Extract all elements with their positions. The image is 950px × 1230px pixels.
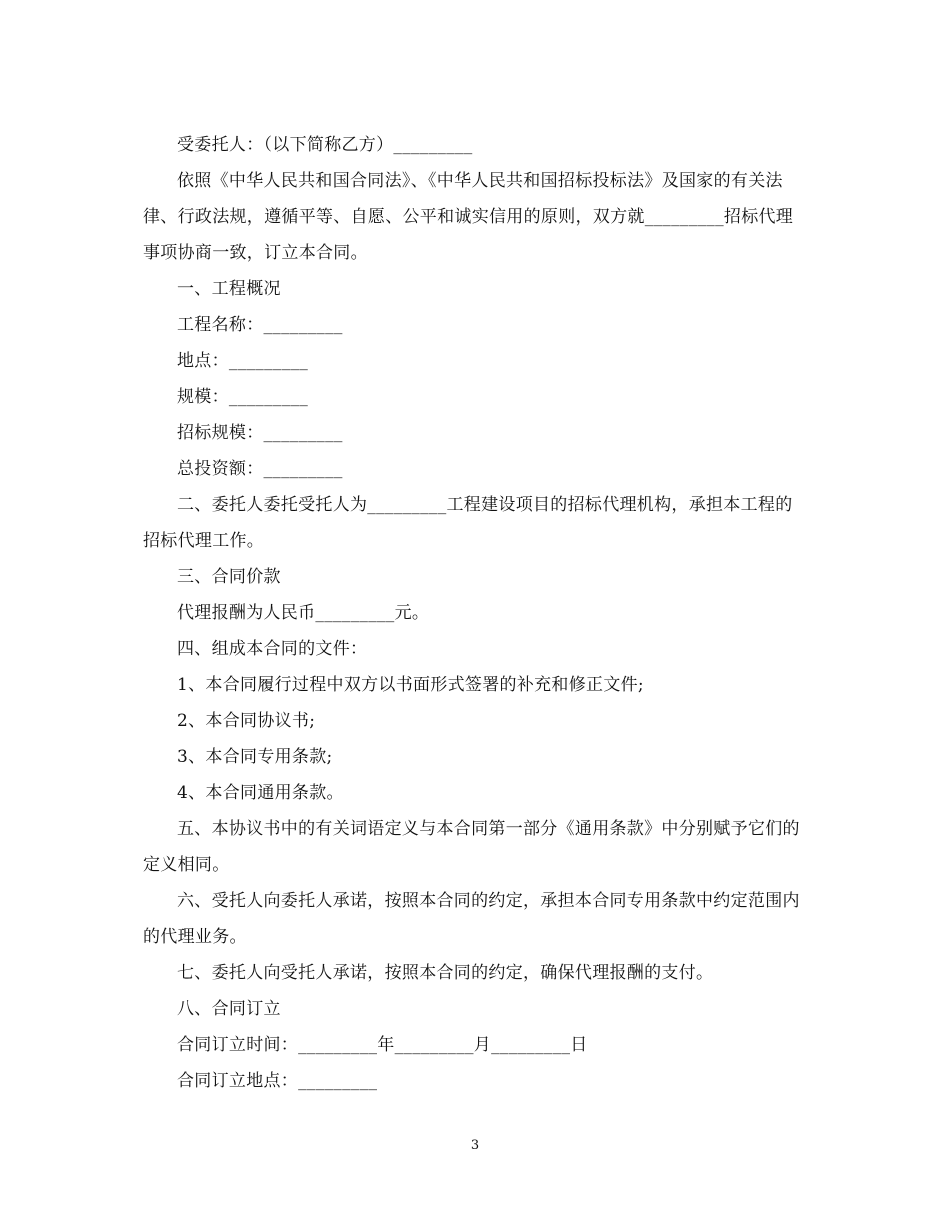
contract-body <box>143 127 808 1099</box>
field-project-name: 工程名称：_________ <box>177 315 343 335</box>
field-agency-fee: 代理报酬为人民币_________元。 <box>177 603 430 623</box>
clause-six-trustee-promise: 六、受托人向委托人承诺，按照本合同的约定，承担本合同专用条款中约定范围内的代理业务。 <box>143 891 800 947</box>
heading-contract-documents: 四、组成本合同的文件： <box>177 639 368 659</box>
heading-contract-price: 三、合同价款 <box>177 567 281 587</box>
heading-contract-conclusion: 八、合同订立 <box>177 999 281 1019</box>
field-signing-date: 合同订立时间：_________年_________月_________日 <box>177 1035 588 1055</box>
clause-two-entrustment: 二、委托人委托受托人为_________工程建设项目的招标代理机构，承担本工程的招标代理工作。 <box>143 495 793 551</box>
document-item-2: 2、本合同协议书; <box>177 711 316 731</box>
heading-project-overview: 一、工程概况 <box>177 279 281 299</box>
field-signing-place: 合同订立地点：_________ <box>177 1071 378 1091</box>
page-number: 3 <box>470 1138 480 1153</box>
clause-five-definitions: 五、本协议书中的有关词语定义与本合同第一部分《通用条款》中分别赋予它们的定义相同。 <box>143 819 800 875</box>
field-total-investment: 总投资额：_________ <box>177 459 343 479</box>
document-item-1: 1、本合同履行过程中双方以书面形式签署的补充和修正文件; <box>177 675 644 695</box>
field-scale: 规模：_________ <box>177 387 309 407</box>
field-location: 地点：_________ <box>177 351 309 371</box>
field-tender-scale: 招标规模：_________ <box>177 423 343 443</box>
clause-seven-client-promise: 七、委托人向受托人承诺，按照本合同的约定，确保代理报酬的支付。 <box>177 963 714 983</box>
document-item-3: 3、本合同专用条款; <box>177 747 333 767</box>
document-item-4: 4、本合同通用条款。 <box>177 783 344 803</box>
paragraph-legal-basis: 依照《中华人民共和国合同法》、《中华人民共和国招标投标法》及国家的有关法律、行政法规，遵循平等、自愿、公平和诚实信用的原则，双方就_________招标代理事项协商一致，订立本合同。 <box>143 171 794 263</box>
paragraph-trustee: 受委托人：（以下简称乙方）_________ <box>177 135 473 155</box>
